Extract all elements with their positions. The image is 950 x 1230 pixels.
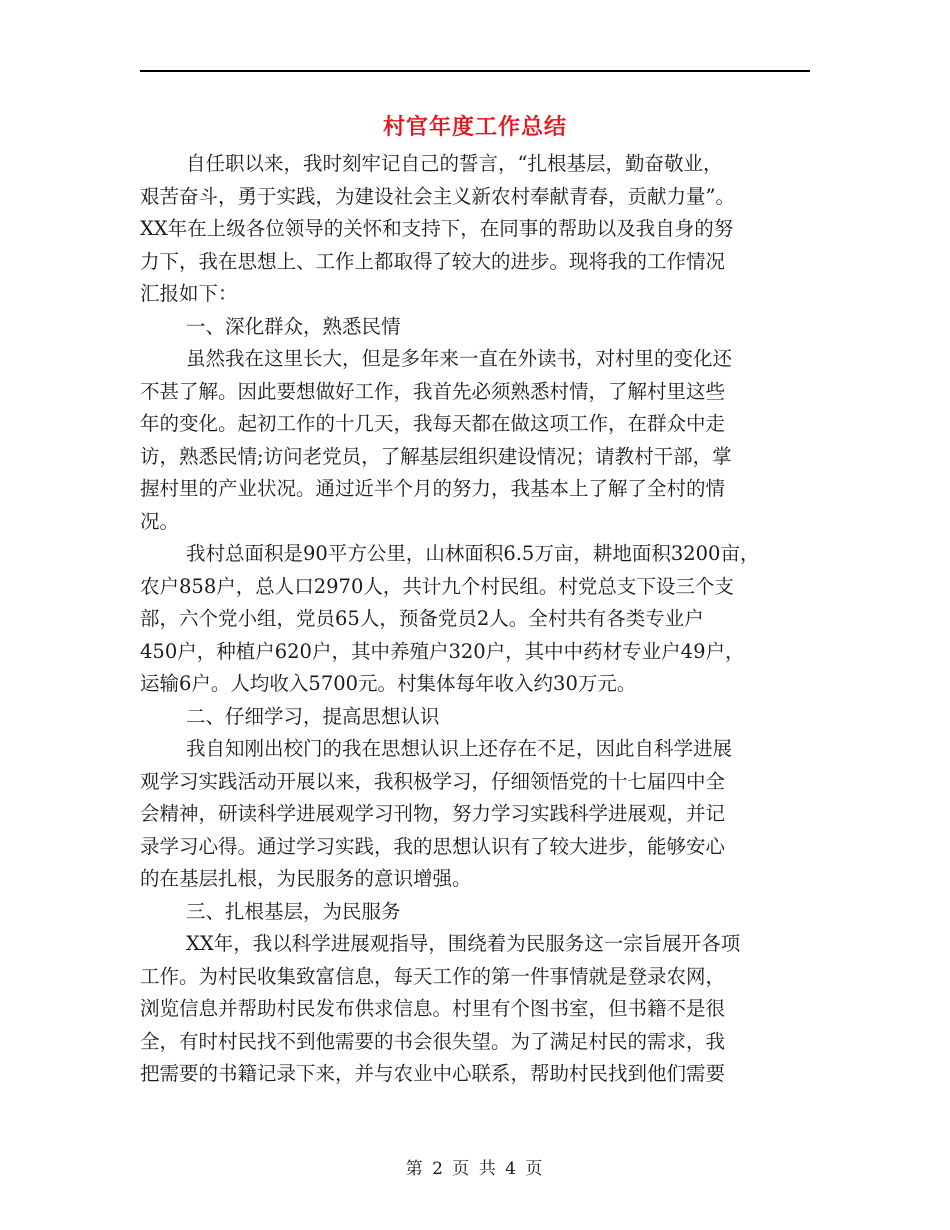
text-line: 我村总面积是90平方公里，山林面积6.5万亩，耕地面积3200亩， bbox=[186, 542, 760, 565]
text-line: 部，六个党小组，党员65人，预备党员2人。全村共有各类专业户 bbox=[140, 607, 704, 630]
page-footer: 第 2 页 共 4 页 bbox=[405, 1159, 545, 1179]
text-line: 录学习心得。通过学习实践，我的思想认识有了较大进步，能够安心 bbox=[140, 834, 726, 858]
text-line: 况。 bbox=[140, 509, 180, 533]
document-body bbox=[140, 148, 810, 1091]
text-line: 我自知刚出校门的我在思想认识上还存在不足，因此自科学进展 bbox=[186, 737, 733, 760]
text-line: 不甚了解。因此要想做好工作，我首先必须熟悉村情，了解村里这些 bbox=[140, 379, 726, 403]
text-line: 汇报如下： bbox=[140, 282, 238, 305]
text-line: 的在基层扎根，为民服务的意识增强。 bbox=[140, 867, 472, 890]
text-line: 450户，种植户620户，其中养殖户320户，其中中药材专业户49户， bbox=[140, 639, 745, 663]
section-heading: 二、仔细学习，提高思想认识 bbox=[186, 704, 440, 728]
section-heading: 三、扎根基层，为民服务 bbox=[186, 899, 401, 923]
text-line: 自任职以来，我时刻牢记自己的誓言，“扎根基层，勤奋敬业， bbox=[186, 152, 723, 175]
text-line: 虽然我在这里长大，但是多年来一直在外读书，对村里的变化还 bbox=[186, 347, 733, 370]
text-line: 运输6户。人均收入5700元。村集体每年收入约30万元。 bbox=[140, 672, 637, 695]
text-line: 浏览信息并帮助村民发布供求信息。村里有个图书室，但书籍不是很 bbox=[140, 997, 726, 1020]
text-line: 握村里的产业状况。通过近半个月的努力，我基本上了解了全村的情 bbox=[140, 477, 726, 500]
text-line: XX年在上级各位领导的关怀和支持下，在同事的帮助以及我自身的努 bbox=[140, 217, 734, 240]
text-line: 观学习实践活动开展以来，我积极学习，仔细领悟党的十七届四中全 bbox=[140, 769, 726, 793]
text-line: 艰苦奋斗，勇于实践，为建设社会主义新农村奉献青春，贡献力量”。 bbox=[140, 184, 735, 208]
text-line: 把需要的书籍记录下来，并与农业中心联系，帮助村民找到他们需要 bbox=[140, 1062, 726, 1085]
text-line: 工作。为村民收集致富信息，每天工作的第一件事情就是登录农网， bbox=[140, 964, 726, 988]
text-line: XX年，我以科学进展观指导，围绕着为民服务这一宗旨展开各项 bbox=[186, 932, 741, 955]
text-line: 年的变化。起初工作的十几天，我每天都在做这项工作，在群众中走 bbox=[140, 412, 726, 435]
header-rule bbox=[140, 70, 810, 72]
text-line: 会精神，研读科学进展观学习刊物，努力学习实践科学进展观，并记 bbox=[140, 802, 726, 825]
text-line: 全，有时村民找不到他需要的书会很失望。为了满足村民的需求，我 bbox=[140, 1029, 726, 1053]
document-title: 村官年度工作总结 bbox=[382, 114, 567, 140]
section-heading: 一、深化群众，熟悉民情 bbox=[186, 314, 401, 338]
text-line: 访，熟悉民情;访问老党员，了解基层组织建设情况；请教村干部，掌 bbox=[140, 444, 732, 468]
text-line: 农户858户，总人口2970人，共计九个村民组。村党总支下设三个支 bbox=[140, 574, 734, 598]
text-line: 力下，我在思想上、工作上都取得了较大的进步。现将我的工作情况 bbox=[140, 249, 726, 273]
